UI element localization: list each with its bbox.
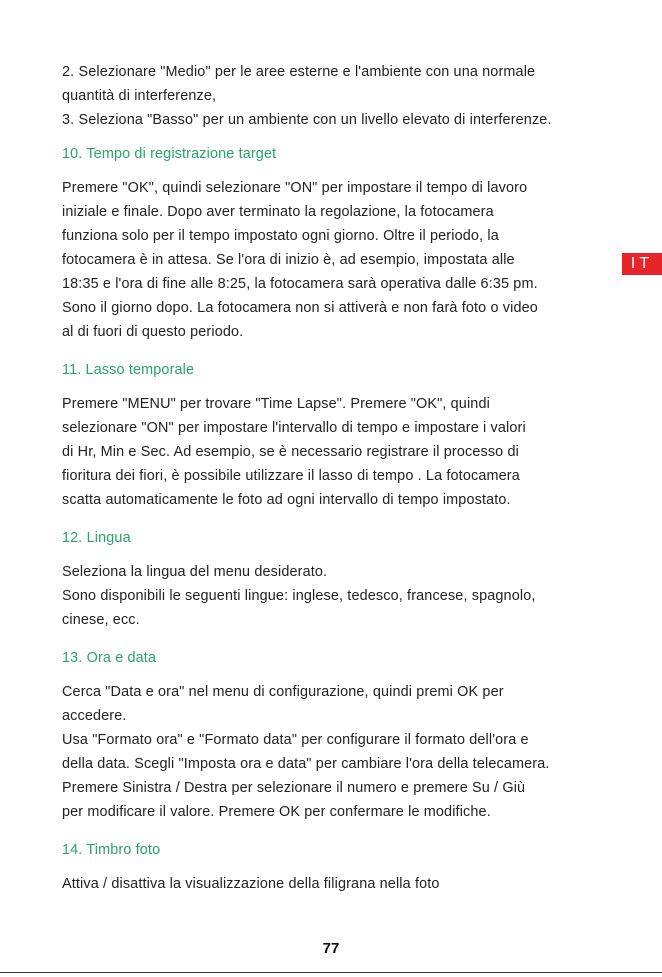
text-line: fotocamera è in attesa. Se l'ora di inizio è, ad esempio, impostata alle <box>62 252 515 268</box>
text-line: Premere "MENU" per trovare "Time Lapse". Premere "OK", quindi <box>62 396 490 412</box>
text-line: Premere Sinistra / Destra per selezionare il numero e premere Su / Giù <box>62 780 526 796</box>
section-photo-stamp <box>62 838 622 896</box>
section-time-and-date <box>62 646 622 824</box>
text-line: iniziale e finale. Dopo aver terminato la regolazione, la fotocamera <box>62 204 494 220</box>
text-line: 3. Seleziona "Basso" per un ambiente con un livello elevato di interferenze. <box>62 112 552 128</box>
text-line: quantità di interferenze, <box>62 88 217 104</box>
text-line: 2. Selezionare "Medio" per le aree esterne e l'ambiente con una normale <box>62 64 536 80</box>
text-line: 18:35 e l'ora di fine alle 8:25, la fotocamera sarà operativa dalle 6:35 pm. <box>62 276 538 292</box>
section-time-lapse <box>62 358 622 512</box>
text-line: al di fuori di questo periodo. <box>62 324 244 340</box>
bottom-divider <box>0 972 662 973</box>
text-line: Usa "Formato ora" e "Formato data" per configurare il formato dell'ora e <box>62 732 529 748</box>
section-heading: 10. Tempo di registrazione target <box>62 146 277 162</box>
section-target-recording-time <box>62 142 622 344</box>
manual-page-content <box>62 60 622 896</box>
text-line: fioritura dei fiori, è possibile utilizzare il lasso di tempo . La fotocamera <box>62 468 520 484</box>
section-language <box>62 526 622 632</box>
text-line: Seleziona la lingua del menu desiderato. <box>62 564 328 580</box>
text-line: Cerca "Data e ora" nel menu di configurazione, quindi premi OK per <box>62 684 504 700</box>
text-line: funziona solo per il tempo impostato ogni giorno. Oltre il periodo, la <box>62 228 499 244</box>
text-line: selezionare "ON" per impostare l'intervallo di tempo e impostare i valori <box>62 420 526 436</box>
section-heading: 14. Timbro foto <box>62 842 161 858</box>
text-line: della data. Scegli "Imposta ora e data" per cambiare l'ora della telecamera. <box>62 756 550 772</box>
text-line: Premere "OK", quindi selezionare "ON" per impostare il tempo di lavoro <box>62 180 528 196</box>
text-line: Sono disponibili le seguenti lingue: inglese, tedesco, francese, spagnolo, <box>62 588 536 604</box>
text-line: di Hr, Min e Sec. Ad esempio, se è necessario registrare il processo di <box>62 444 519 460</box>
intro-paragraph <box>62 60 622 132</box>
text-line: cinese, ecc. <box>62 612 140 628</box>
section-heading: 12. Lingua <box>62 530 131 546</box>
text-line: Attiva / disattiva la visualizzazione della filigrana nella foto <box>62 876 440 892</box>
text-line: Sono il giorno dopo. La fotocamera non si attiverà e non farà foto o video <box>62 300 538 316</box>
language-tab: IT <box>622 253 662 275</box>
text-line: scatta automaticamente le foto ad ogni intervallo di tempo impostato. <box>62 492 511 508</box>
text-line: per modificare il valore. Premere OK per confermare le modifiche. <box>62 804 491 820</box>
text-line: accedere. <box>62 708 127 724</box>
page-number: 77 <box>322 940 340 957</box>
section-heading: 11. Lasso temporale <box>62 362 195 378</box>
section-heading: 13. Ora e data <box>62 650 157 666</box>
